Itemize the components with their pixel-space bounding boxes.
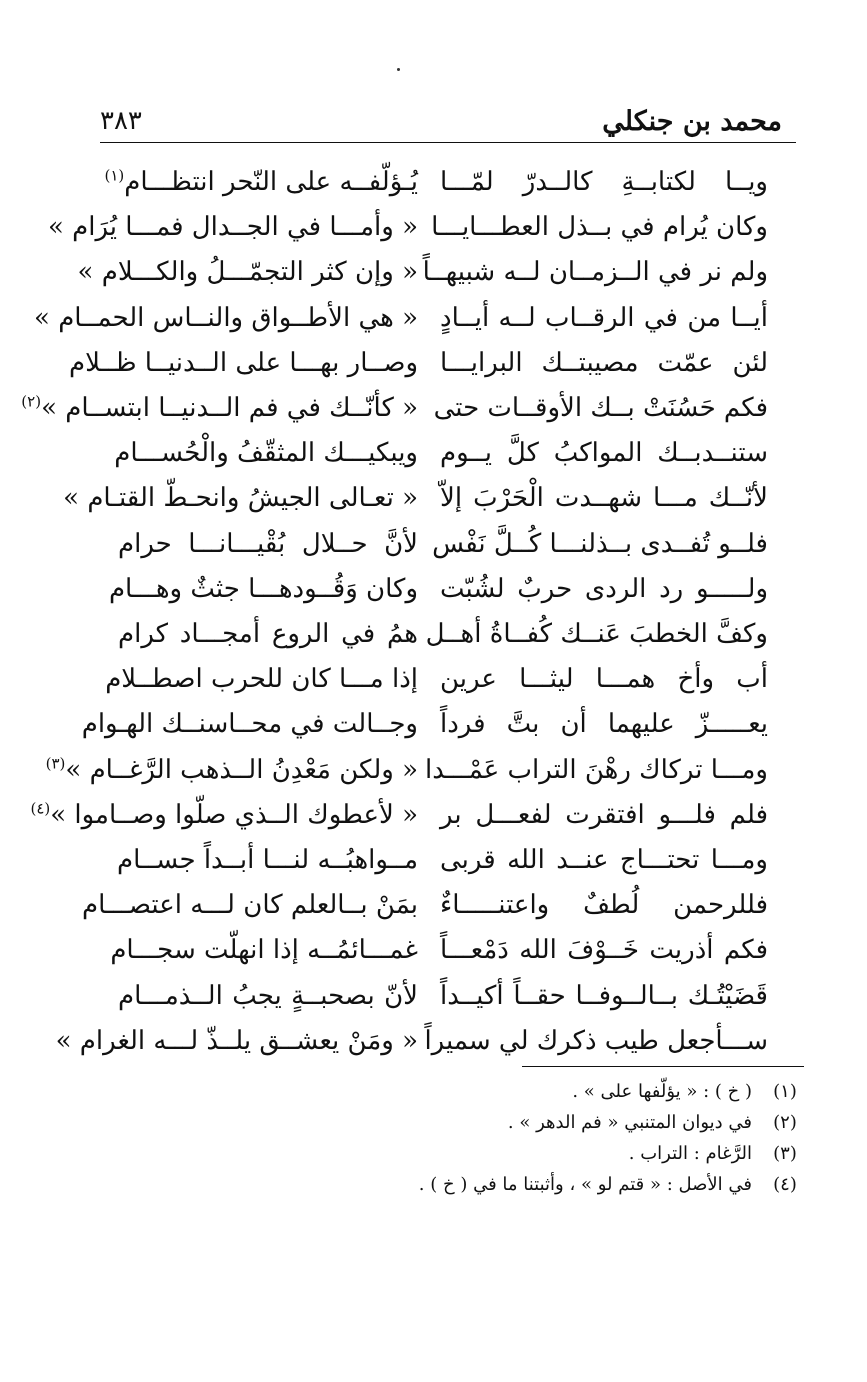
footnote-text: ( خ ) : « يؤلّفها على » .	[572, 1081, 752, 1102]
verse-second-hemistich	[82, 883, 418, 928]
verse-second-hemistich-text: مــواهبُــه لنـــا أبــداً جســام	[117, 845, 418, 875]
verse-first-hemistich: لئن عمّت مصيبتــك البرايـــا	[440, 347, 768, 378]
verse-second-hemistich-text: « وأمـــا في الجــدال فمـــا يُرَام »	[47, 212, 418, 243]
verse-second-hemistich	[110, 928, 418, 973]
footnote-text: في ديوان المتنبي « فم الدهر » .	[507, 1112, 752, 1133]
verse-first-hemistich: ولم نر في الــزمــان لــه شبيهــاً	[422, 257, 768, 288]
verse-line	[0, 250, 867, 295]
verse-second-hemistich-text: « وإن كثر التجمّـــلُ والكـــلام »	[77, 257, 418, 288]
verse-first-hemistich: أب وأخ همـــا ليثـــا عرين	[440, 664, 768, 695]
verse-second-hemistich	[34, 296, 418, 341]
verse-second-hemistich-text: لأنَّ حــلال بُقْيـــانـــا حرام	[118, 528, 418, 559]
verse-second-hemistich	[118, 838, 418, 883]
verse-first-hemistich: فكم حَسُنَتْ بــك الأوقــات حتى	[433, 393, 768, 423]
verse-line	[0, 793, 867, 838]
verse-line	[0, 205, 867, 250]
verse-first-hemistich: فلــو تُفــدى بــذلنـــا كُــلَّ نَفْس	[432, 528, 768, 559]
verse-second-hemistich-text: ويبكيـــك المثقّفُ والْحُســـام	[114, 438, 418, 469]
verse-line	[0, 431, 867, 476]
verse-second-hemistich-text: يُـؤلّفــه على النّحر انتظـــام	[124, 167, 418, 197]
verse-second-hemistich	[45, 748, 418, 793]
footnote-number: (٣)	[773, 1143, 797, 1164]
verse-second-hemistich-text: غمـــائمُــه إذا انهلّت سجـــام	[110, 935, 418, 966]
verse-line	[0, 567, 867, 612]
verse-second-hemistich-text: لأنّ بصحبــةٍ يجبُ الــذمـــام	[118, 980, 418, 1011]
verse-line	[0, 928, 867, 973]
verse-line	[0, 612, 867, 657]
verse-first-hemistich: لأنّــك مـــا شهــدت الْحَرْبَ إلاّ	[440, 483, 768, 514]
verse-second-hemistich-text: « لأعطوك الــذي صلّوا وصــاموا »	[50, 799, 418, 830]
verse-line	[0, 883, 867, 928]
verse-second-hemistich	[118, 974, 418, 1019]
verse-line	[0, 702, 867, 747]
verse-second-hemistich-text: همُ في الروع أمجـــاد كرام	[118, 619, 418, 649]
footnote-reference[interactable]: (١)	[104, 166, 125, 185]
footnote-item	[200, 1168, 804, 1202]
footnote-reference[interactable]: (٤)	[30, 799, 51, 818]
verse-second-hemistich-text: « تعـالى الجيشُ وانحـطّ القتـام »	[63, 483, 418, 514]
verse-second-hemistich	[21, 386, 418, 431]
verse-first-hemistich: ومـــا تركاك رهْنَ التراب عَمْـــدا	[425, 754, 768, 785]
verse-second-hemistich	[63, 476, 418, 521]
verse-second-hemistich	[77, 250, 418, 295]
verse-first-hemistich: ستنــدبــك المواكبُ كلَّ يــوم	[440, 438, 768, 469]
verse-second-hemistich	[30, 793, 418, 838]
verse-first-hemistich: ســـأجعل طيب ذكرك لي سميراً	[424, 1025, 768, 1056]
verse-second-hemistich	[55, 1019, 418, 1064]
verse-line	[0, 341, 867, 386]
footnote-reference[interactable]: (٣)	[45, 753, 66, 772]
verse-second-hemistich-text: بمَنْ بــالعلم كان لـــه اعتصـــام	[82, 890, 418, 921]
verse-second-hemistich-text: « ولكن مَعْدِنُ الــذهب الرَّغــام »	[65, 754, 418, 785]
verse-second-hemistich	[69, 341, 418, 386]
scan-speck	[397, 68, 400, 71]
footnote-item	[200, 1075, 804, 1109]
page-header	[100, 102, 796, 144]
verse-second-hemistich	[47, 205, 418, 250]
footnote-text: الرَّغام : التراب .	[628, 1143, 752, 1164]
verse-line	[0, 748, 867, 793]
verse-second-hemistich-text: « كأنّــك في فم الــدنيــا ابتســام »	[41, 393, 418, 423]
verse-first-hemistich: قَضَيْتُـك بــالــوفــا حقــاً أكيــداً	[440, 980, 768, 1011]
verse-second-hemistich-text: وصــار بهـــا على الــدنيــا ظــلام	[69, 347, 418, 378]
page-number: ٣٨٣	[100, 106, 142, 136]
verse-line	[0, 1019, 867, 1064]
verse-second-hemistich	[104, 160, 418, 205]
verse-second-hemistich	[108, 567, 418, 612]
verse-first-hemistich: ويــا لكتابــةِ كالــدرّ لمّـــا	[440, 167, 768, 197]
verse-second-hemistich	[81, 702, 418, 747]
running-title: محمد بن جنكلي	[602, 106, 782, 137]
footnote-text: في الأصل : « قتم لو » ، وأثبتنا ما في ( خ ) .	[418, 1174, 752, 1195]
verse-second-hemistich	[118, 522, 418, 567]
verse-first-hemistich: فكم أذريت خَــوْفَ الله دَمْعـــاً	[440, 935, 768, 966]
verse-first-hemistich: ولـــــو رد الردى حربٌ لشُبّت	[440, 573, 768, 604]
verse-first-hemistich: وكان يُرام في بــذل العطـــايـــا	[431, 212, 768, 243]
verse-second-hemistich-text: إذا مـــا كان للحرب اصطــلام	[105, 664, 418, 695]
verse-line	[0, 160, 867, 205]
verse-line	[0, 386, 867, 431]
verse-first-hemistich: فللرحمن لُطفٌ واعتنـــــاءٌ	[440, 890, 768, 921]
footnote-item	[200, 1137, 804, 1171]
verse-first-hemistich: ومـــا تحتـــاج عنــد الله قربى	[440, 845, 768, 875]
footnote-item	[200, 1106, 804, 1140]
footnote-reference[interactable]: (٢)	[21, 392, 42, 411]
verse-first-hemistich: فلم فلـــو افتقرت لفعـــل بر	[440, 799, 768, 830]
verse-line	[0, 476, 867, 521]
footnote-number: (٢)	[773, 1112, 797, 1133]
verse-second-hemistich-text: « ومَنْ يعشــق يلــذّ لـــه الغرام »	[55, 1025, 418, 1056]
footnote-number: (٤)	[773, 1174, 797, 1195]
verse-first-hemistich: يعـــــزّ عليهما أن بتَّ فرداً	[440, 709, 768, 740]
verse-second-hemistich	[105, 657, 418, 702]
verse-second-hemistich	[118, 612, 418, 657]
footnote-rule	[522, 1066, 804, 1067]
footnote-number: (١)	[773, 1081, 797, 1102]
verse-line	[0, 657, 867, 702]
verse-line	[0, 296, 867, 341]
verse-second-hemistich-text: « هي الأطــواق والنــاس الحمــام »	[34, 302, 418, 333]
verse-second-hemistich-text: وكان وَقُــودهـــا جثثٌ وهـــام	[108, 573, 418, 604]
verse-line	[0, 522, 867, 567]
verse-line	[0, 974, 867, 1019]
verse-second-hemistich-text: وجــالت في محــاسنــك الهـوام	[81, 709, 418, 740]
verse-line	[0, 838, 867, 883]
header-rule	[100, 142, 796, 143]
verse-first-hemistich: وكفَّ الخطبَ عَنــك كُفــاةُ أهــل	[425, 619, 768, 649]
verse-first-hemistich: أيــا من في الرقــاب لــه أيــادٍ	[440, 302, 768, 333]
verse-second-hemistich	[114, 431, 418, 476]
